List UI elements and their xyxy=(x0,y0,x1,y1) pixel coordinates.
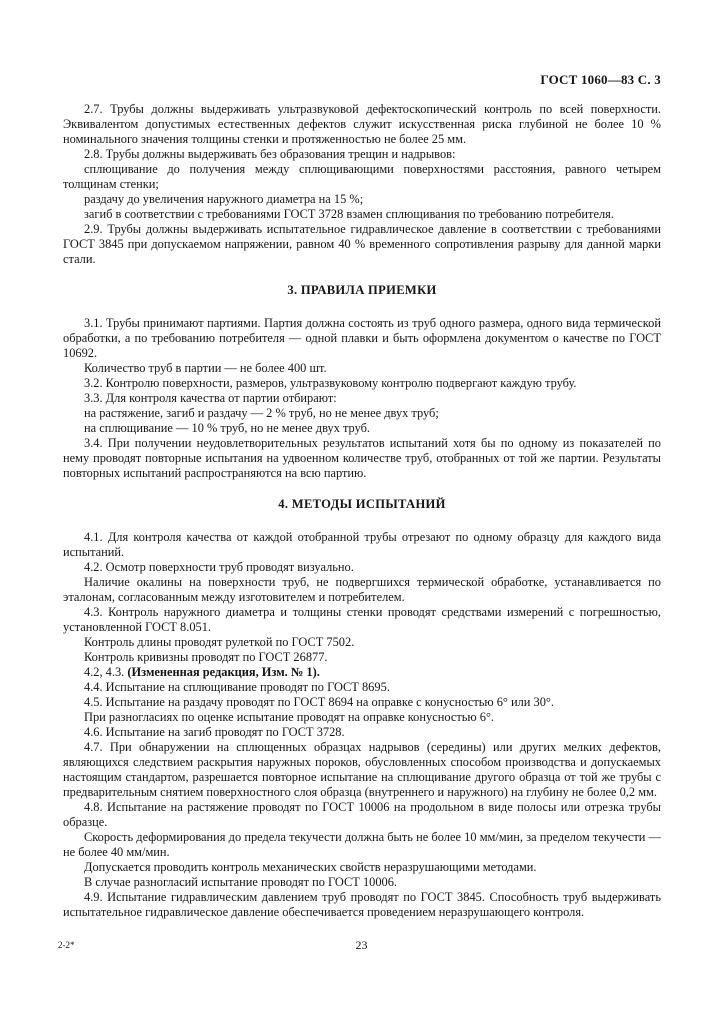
paragraph: 2.7. Трубы должны выдерживать ультразвуковой дефектоскопический контроль по всей поверхности. Эквивалентом допустимых естественных дефектов служит искусственная риска глубиной не более 10 % номинального значения толщины стенки и протяженностью не более 25 мм. xyxy=(63,102,661,146)
edit-note-bold: (Измененная редакция, Изм. № 1). xyxy=(127,665,320,679)
section-4 xyxy=(63,530,661,920)
section-2-continued xyxy=(63,102,661,267)
edit-note xyxy=(63,665,661,680)
paragraph: Контроль длины проводят рулеткой по ГОСТ 7502. xyxy=(84,635,355,649)
paragraph: на сплющивание — 10 % труб, но не менее двух труб. xyxy=(84,421,371,435)
paragraph: 2.8. Трубы должны выдерживать без образования трещин и надрывов: xyxy=(84,147,456,161)
paragraph: Контроль кривизны проводят по ГОСТ 26877. xyxy=(84,650,328,664)
paragraph: При разногласиях по оценке испытание проводят на оправке конусностью 6°. xyxy=(84,710,495,724)
paragraph: 4.6. Испытание на загиб проводят по ГОСТ 3728. xyxy=(84,725,345,739)
paragraph: 4.7. При обнаружении на сплющенных образцах надрывов (середины) или других мелких дефектов, являющихся следствием раскрытия наружных пороков, обусловленных способом производства и допускаемых настоящим стандартом, разрешается повторное испытание на сплющивание другого образца от той же трубы с предварительным снятием поверхностного слоя образца (внутреннего и наружного) на глубину не более 0,2 мм. xyxy=(63,740,661,799)
paragraph: 4.3. Контроль наружного диаметра и толщины стенки проводят средствами измерений с погрешностью, установленной ГОСТ 8.051. xyxy=(63,605,661,634)
paragraph: 3.2. Контролю поверхности, размеров, ультразвуковому контролю подвергают каждую трубу. xyxy=(84,376,577,390)
section-4-title: 4. МЕТОДЫ ИСПЫТАНИЙ xyxy=(278,497,446,511)
paragraph: 4.2. Осмотр поверхности труб проводят визуально. xyxy=(84,560,354,574)
paragraph: 4.8. Испытание на растяжение проводят по ГОСТ 10006 на продольном в виде полосы или отрезка трубы образце. xyxy=(63,800,661,829)
paragraph: В случае разногласий испытание проводят по ГОСТ 10006. xyxy=(84,875,398,889)
edit-note-prefix: 4.2, 4.3. xyxy=(84,665,128,679)
paragraph: загиб в соответствии с требованиями ГОСТ 3728 взамен сплющивания по требованию потребителя. xyxy=(84,207,614,221)
paragraph: Наличие окалины на поверхности труб, не подвергшихся термической обработке, устанавливается по эталонам, согласованным между изготовителем и потребителем. xyxy=(63,575,661,604)
paragraph: Допускается проводить контроль механических свойств неразрушающими методами. xyxy=(84,860,537,874)
paragraph: на растяжение, загиб и раздачу — 2 % труб, но не менее двух труб; xyxy=(84,406,439,420)
paragraph: 3.4. При получении неудовлетворительных результатов испытаний хотя бы по одному из показателей по нему проводят повторные испытания на удвоенном количестве труб, отобранных от той же партии. Результаты повторных испытаний распространяются на всю партию. xyxy=(63,436,661,480)
paragraph: 4.5. Испытание на раздачу проводят по ГОСТ 8694 на оправке с конусностью 6° или 30°. xyxy=(84,695,554,709)
section-3-title: 3. ПРАВИЛА ПРИЕМКИ xyxy=(287,283,437,297)
paragraph: Скорость деформирования до предела текучести должна быть не более 10 мм/мин, за пределом текучести — не более 40 мм/мин. xyxy=(63,830,661,859)
paragraph: 3.3. Для контроля качества от партии отбирают: xyxy=(84,391,337,405)
paragraph: сплющивание до получения между сплющивающими поверхностями расстояния, равного четырем толщинам стенки; xyxy=(63,162,661,191)
paragraph: 3.1. Трубы принимают партиями. Партия должна состоять из труб одного размера, одного вида термической обработки, а по требованию потребителя — одной плавки и быть оформлена документом о качестве по ГОСТ 10692. xyxy=(63,316,661,360)
footer-signature-mark: 2-2* xyxy=(58,940,75,950)
page-header: ГОСТ 1060—83 С. 3 xyxy=(540,72,661,87)
paragraph: раздачу до увеличения наружного диаметра на 15 %; xyxy=(84,192,364,206)
paragraph: Количество труб в партии — не более 400 шт. xyxy=(84,361,327,375)
paragraph: 4.9. Испытание гидравлическим давлением труб проводят по ГОСТ 3845. Способность труб выдерживать испытательное гидравлическое давление обеспечивается проведением неразрушающего контроля. xyxy=(63,890,661,919)
paragraph: 2.9. Трубы должны выдерживать испытательное гидравлическое давление в соответствии с требованиями ГОСТ 3845 при допускаемом напряжении, равном 40 % временного сопротивления разрыву для данной марки стали. xyxy=(63,222,661,266)
paragraph: 4.4. Испытание на сплющивание проводят по ГОСТ 8695. xyxy=(84,680,390,694)
page-number: 23 xyxy=(355,938,368,952)
document-body xyxy=(63,102,661,920)
paragraph: 4.1. Для контроля качества от каждой отобранной трубы отрезают по одному образцу для каждого вида испытаний. xyxy=(63,530,661,559)
section-3 xyxy=(63,316,661,481)
